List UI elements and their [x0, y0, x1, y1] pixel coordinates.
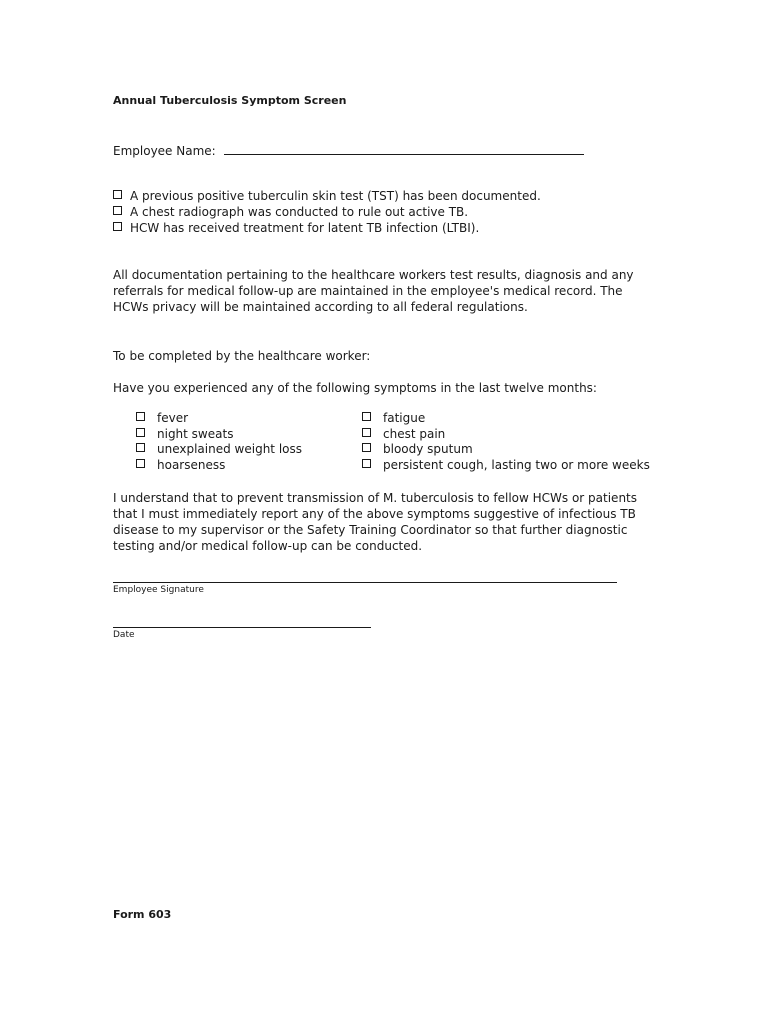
symptom-item: hoarseness: [136, 458, 302, 474]
employee-name-label: Employee Name:: [113, 144, 216, 158]
checkbox-icon[interactable]: [362, 459, 371, 468]
history-checklist: [113, 189, 541, 236]
understanding-paragraph: I understand that to prevent transmission of M. tuberculosis to fellow HCWs or patients that I must immediately report any of the above symptoms suggestive of infectious TB disease to my supervisor or the Safety Training Coordinator so that further diagnostic testing and/or medical follow-up can be conducted.: [113, 491, 638, 553]
date-field[interactable]: [113, 627, 371, 628]
symptoms-left-column: [136, 411, 302, 473]
history-check-item: A previous positive tuberculin skin test (TST) has been documented.: [113, 189, 541, 205]
documentation-paragraph: All documentation pertaining to the healthcare workers test results, diagnosis and any referrals for medical follow-up are maintained in the employee's medical record. The HCWs privacy will be maintained according to all federal regulations.: [113, 268, 634, 314]
checkbox-icon[interactable]: [362, 443, 371, 452]
checkbox-icon[interactable]: [136, 428, 145, 437]
symptoms-right-column: [362, 411, 650, 473]
instruction-text: To be completed by the healthcare worker:: [113, 349, 371, 363]
checkbox-icon[interactable]: [113, 206, 122, 215]
date-label: Date: [113, 630, 135, 640]
symptom-item: persistent cough, lasting two or more weeks: [362, 458, 650, 474]
symptom-question: Have you experienced any of the following symptoms in the last twelve months:: [113, 381, 597, 395]
form-number: Form 603: [113, 908, 172, 921]
checkbox-icon[interactable]: [113, 222, 122, 231]
checkbox-icon[interactable]: [362, 412, 371, 421]
symptom-item: fever: [136, 411, 302, 427]
symptom-item: chest pain: [362, 427, 650, 443]
checkbox-icon[interactable]: [136, 412, 145, 421]
signature-field[interactable]: [113, 582, 617, 583]
employee-name-row: [113, 142, 584, 158]
checkbox-icon[interactable]: [136, 459, 145, 468]
symptom-item: fatigue: [362, 411, 650, 427]
history-check-item: HCW has received treatment for latent TB infection (LTBI).: [113, 221, 541, 237]
checkbox-icon[interactable]: [113, 190, 122, 199]
page-title: Annual Tuberculosis Symptom Screen: [113, 94, 347, 107]
symptom-item: unexplained weight loss: [136, 442, 302, 458]
employee-name-field[interactable]: [224, 142, 584, 155]
checkbox-icon[interactable]: [362, 428, 371, 437]
signature-label: Employee Signature: [113, 585, 204, 595]
symptom-item: bloody sputum: [362, 442, 650, 458]
symptom-item: night sweats: [136, 427, 302, 443]
history-check-item: A chest radiograph was conducted to rule out active TB.: [113, 205, 541, 221]
checkbox-icon[interactable]: [136, 443, 145, 452]
